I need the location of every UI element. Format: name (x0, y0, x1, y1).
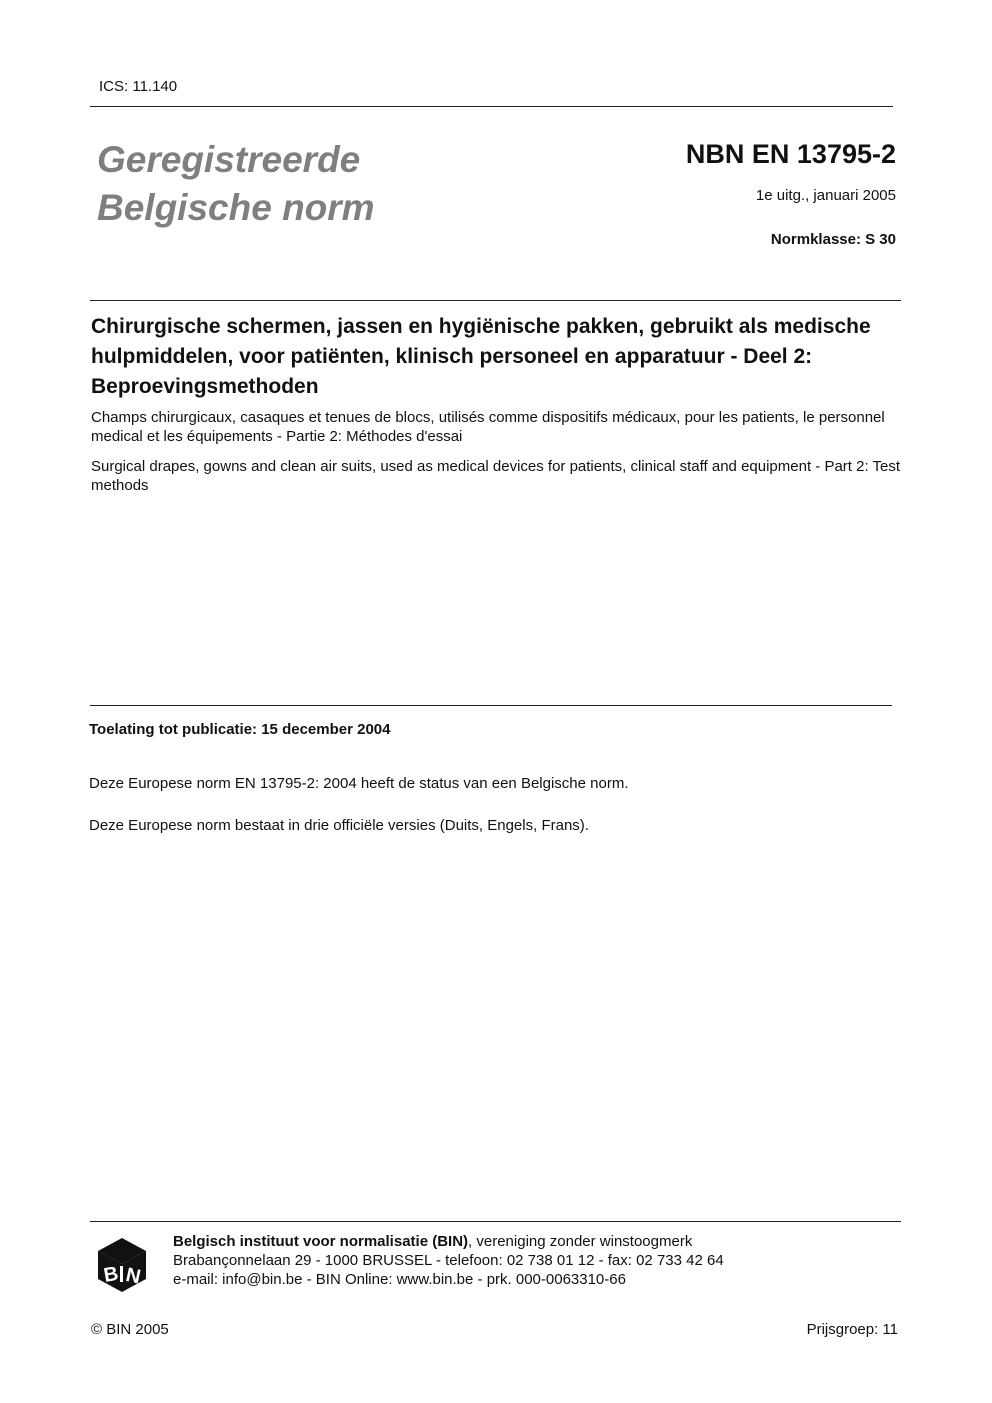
norm-label (97, 136, 375, 232)
svg-text:B: B (102, 1262, 121, 1287)
norm-label-line1: Geregistreerde (97, 139, 361, 180)
norm-class: Normklasse: S 30 (770, 231, 896, 248)
footer-divider (90, 1221, 901, 1222)
price-group: Prijsgroep: 11 (806, 1321, 898, 1338)
org-suffix: , vereniging zonder winstoogmerk (468, 1233, 693, 1250)
bin-logo-icon (96, 1236, 148, 1294)
status-statement: Deze Europese norm EN 13795-2: 2004 heeft de status van een Belgische norm. (89, 775, 629, 792)
publication-approval: Toelating tot publicatie: 15 december 2004 (89, 721, 391, 738)
title-divider (90, 300, 901, 301)
norm-label-line2: Belgische norm (97, 187, 375, 228)
svg-text:N: N (123, 1263, 143, 1289)
footer-address-block (173, 1232, 724, 1289)
org-name: Belgisch instituut voor normalisatie (BIN) (173, 1233, 469, 1250)
copyright: © BIN 2005 (91, 1321, 169, 1338)
title-dutch: Chirurgische schermen, jassen en hygiënische pakken, gebruikt als medische hulpmiddelen, voor patiënten, klinisch personeel en apparatuur - Deel 2: Beproevingsmethoden (91, 315, 871, 398)
edition-date: 1e uitg., januari 2005 (755, 187, 896, 204)
footer-contact: e-mail: info@bin.be - BIN Online: www.bin.be - prk. 000-0063310-66 (173, 1271, 626, 1288)
norm-number: NBN EN 13795-2 (685, 139, 896, 169)
footer-address: Brabançonnelaan 29 - 1000 BRUSSEL - telefoon: 02 738 01 12 - fax: 02 733 42 64 (173, 1252, 724, 1269)
footer-org-line (173, 1232, 724, 1251)
title-english: Surgical drapes, gowns and clean air suits, used as medical devices for patients, clinical staff and equipment - Part 2: Test methods (91, 458, 901, 494)
ics-code: ICS: 11.140 (99, 78, 178, 95)
header-divider (90, 106, 893, 107)
versions-statement: Deze Europese norm bestaat in drie officiële versies (Duits, Engels, Frans). (89, 817, 589, 834)
title-french: Champs chirurgicaux, casaques et tenues de blocs, utilisés comme dispositifs médicaux, pour les patients, le personnel medical et les équipements - Partie 2: Méthodes d'essai (91, 409, 885, 445)
body-divider (90, 705, 892, 706)
